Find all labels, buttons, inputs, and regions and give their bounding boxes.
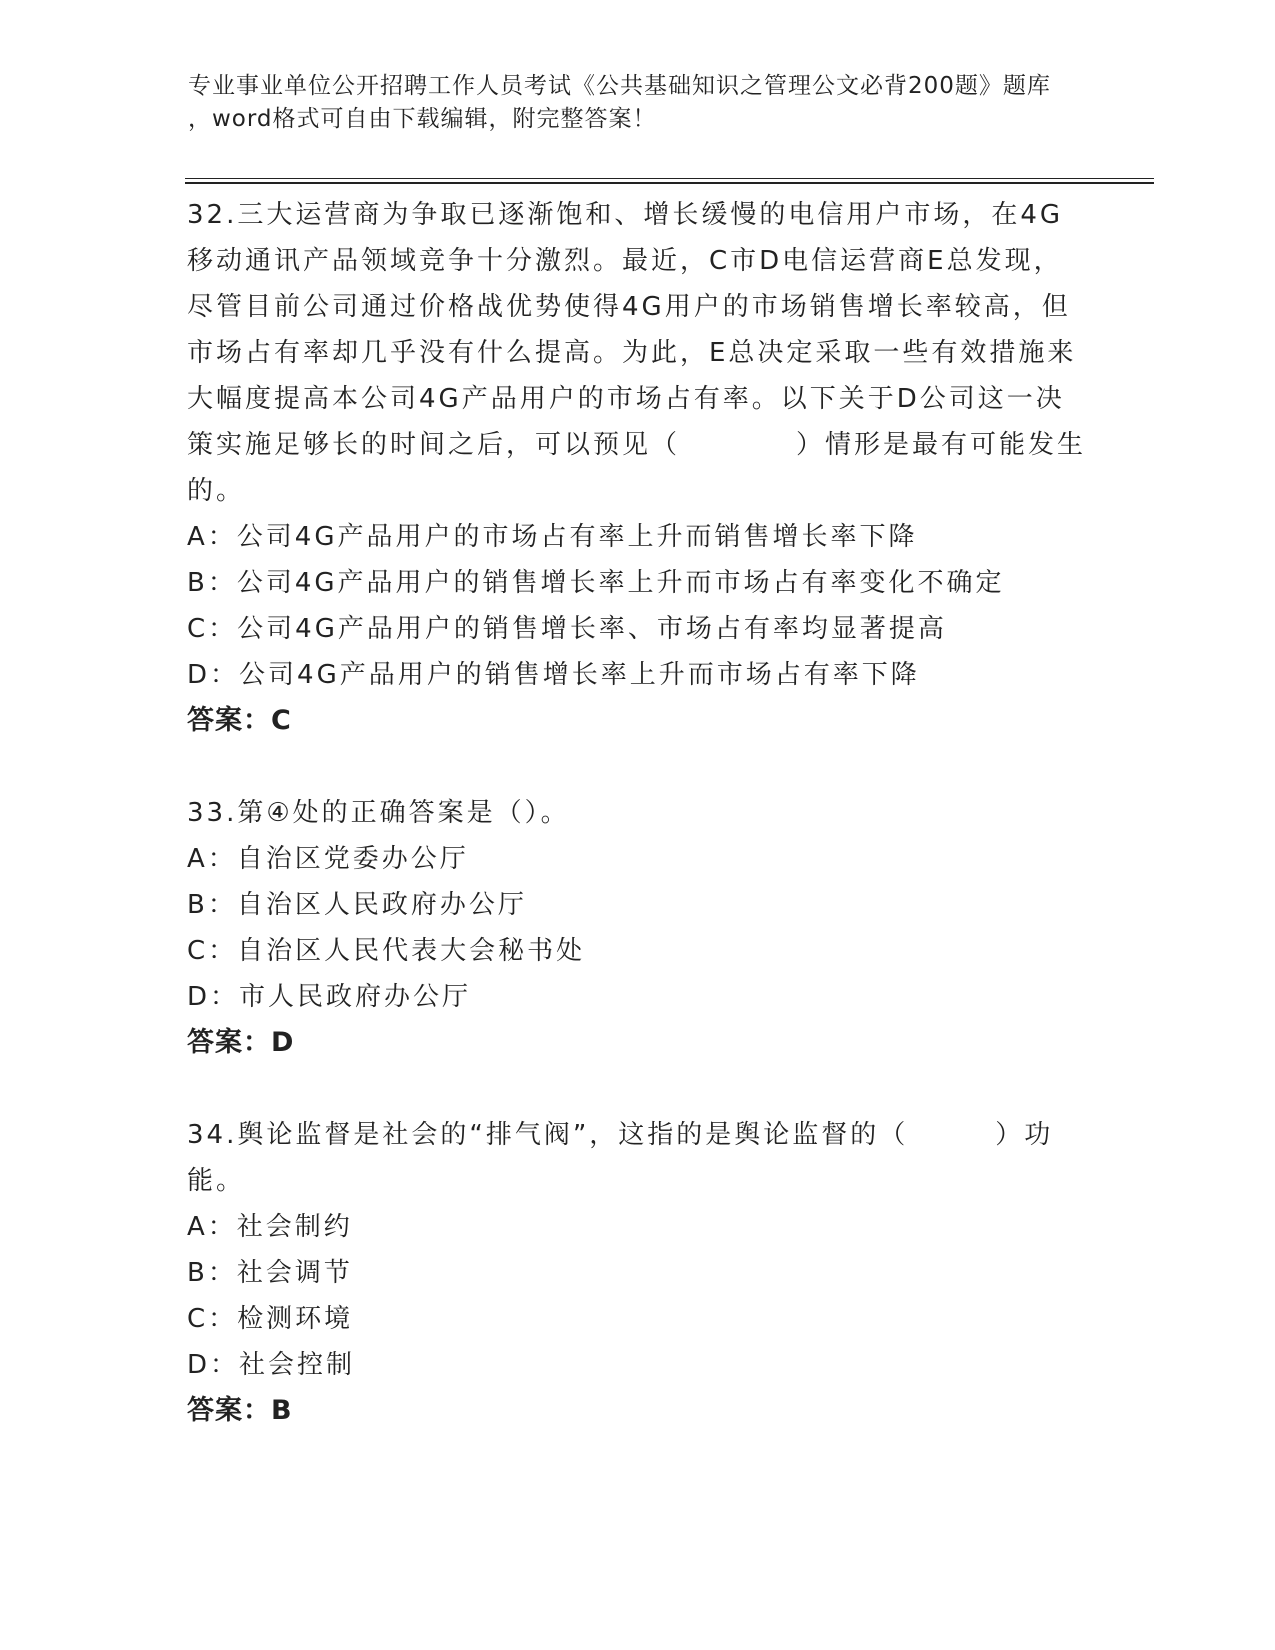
answer-label: 答案：B — [187, 1395, 293, 1426]
question-list — [187, 192, 1087, 1434]
option-d: D：市人民政府办公厅 — [187, 982, 472, 1012]
option-c: C：公司4G产品用户的销售增长率、市场占有率均显著提高 — [187, 614, 947, 644]
answer-label: 答案：C — [187, 705, 292, 736]
header-divider-thick — [185, 182, 1154, 184]
header-divider-thin — [185, 178, 1154, 179]
option-c: C：检测环境 — [187, 1304, 354, 1334]
option-a: A：社会制约 — [187, 1212, 353, 1242]
option-b: B：自治区人民政府办公厅 — [187, 890, 527, 920]
document-header — [188, 70, 1088, 136]
question-stem: 33.第④处的正确答案是（）。 — [187, 798, 570, 828]
question-stem: 34.舆论监督是社会的“排气阀”，这指的是舆论监督的（ ）功能。 — [187, 1120, 1054, 1196]
option-d: D：社会控制 — [187, 1350, 356, 1380]
option-b: B：公司4G产品用户的销售增长率上升而市场占有率变化不确定 — [187, 568, 1005, 598]
header-title-line-1: 专业事业单位公开招聘工作人员考试《公共基础知识之管理公文必背200题》题库 — [188, 73, 1051, 99]
option-c: C：自治区人民代表大会秘书处 — [187, 936, 586, 966]
header-title-line-2: ，word格式可自由下载编辑，附完整答案！ — [188, 106, 657, 132]
question-spacer — [187, 1066, 1087, 1112]
option-b: B：社会调节 — [187, 1258, 353, 1288]
question-32 — [187, 192, 1087, 744]
answer-label: 答案：D — [187, 1027, 295, 1058]
question-33 — [187, 790, 1087, 1066]
question-stem: 32.三大运营商为争取已逐渐饱和、增长缓慢的电信用户市场，在4G移动通讯产品领域竞争十分激烈。最近，C市D电信运营商E总发现，尽管目前公司通过价格战优势使得4G用户的市场销售增长率较高，但市场占有率却几乎没有什么提高。为此，E总决定采取一些有效措施来大幅度提高本公司4G产品用户的市场占有率。以下关于D公司这一决策实施足够长的时间之后，可以预见（ ）情形是最有可能发生的。 — [187, 200, 1087, 506]
question-34 — [187, 1112, 1087, 1434]
option-a: A：自治区党委办公厅 — [187, 844, 469, 874]
option-a: A：公司4G产品用户的市场占有率上升而销售增长率下降 — [187, 522, 918, 552]
option-d: D：公司4G产品用户的销售增长率上升而市场占有率下降 — [187, 660, 920, 690]
question-spacer — [187, 744, 1087, 790]
